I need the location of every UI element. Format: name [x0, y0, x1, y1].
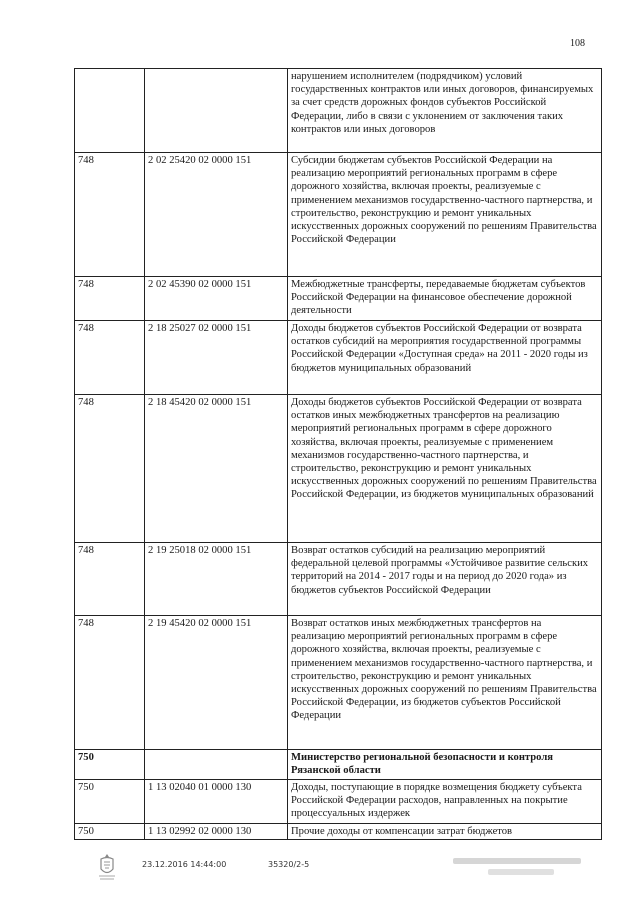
admin-code-cell: 750 [75, 780, 145, 824]
admin-code-cell [75, 69, 145, 153]
admin-code-cell: 750 [75, 824, 145, 840]
income-name-cell: Доходы, поступающие в порядке возмещения бюджету субъекта Российской Федерации расходов, направленных на покрытие процессуальных издержек [288, 780, 602, 824]
budget-code-cell [145, 69, 288, 153]
ministry-name-cell: Министерство региональной безопасности и контроля Рязанской области [288, 750, 602, 780]
budget-classification-table [74, 68, 602, 840]
table-row [75, 69, 602, 153]
income-name-cell: Доходы бюджетов субъектов Российской Федерации от возврата остатков субсидий на мероприятия государственной программы Российской Федерации «Доступная среда» на 2011 - 2020 годы из бюджетов муниципальных образований [288, 321, 602, 395]
table-row [75, 543, 602, 616]
table-row [75, 780, 602, 824]
coat-of-arms-icon [96, 852, 118, 882]
table-row [75, 277, 602, 321]
budget-code-cell: 2 18 25027 02 0000 151 [145, 321, 288, 395]
admin-code-cell: 748 [75, 395, 145, 543]
income-name-cell: Доходы бюджетов субъектов Российской Федерации от возврата остатков иных межбюджетных трансфертов на реализацию мероприятий региональных программ в сфере дорожного хозяйства, включая проекты, реализуемые с применением механизмов государственно-частного партнерства, и строительство, реконструкцию и ремонт уникальных искусственных дорожных сооружений по решениям Правительства Российской Федерации, из бюджетов муниципальных образований [288, 395, 602, 543]
table-row [75, 321, 602, 395]
income-name-cell: нарушением исполнителем (подрядчиком) условий государственных контрактов или иных договоров, финансируемых за счет средств дорожных фондов субъектов Российской Федерации, либо в связи с уклонением от заключения таких контрактов или иных договоров [288, 69, 602, 153]
admin-code-cell: 748 [75, 543, 145, 616]
budget-code-cell: 1 13 02040 01 0000 130 [145, 780, 288, 824]
income-name-cell: Возврат остатков иных межбюджетных трансфертов на реализацию мероприятий региональных программ в сфере дорожного хозяйства, включая проекты, реализуемые с применением механизмов государственно-частного партнерства, и строительство, реконструкцию и ремонт уникальных искусственных дорожных сооружений по решениям Правительства Российской Федерации, из бюджетов субъектов Российской Федерации [288, 616, 602, 750]
faint-stamp-icon [452, 855, 582, 879]
budget-code-cell: 2 18 45420 02 0000 151 [145, 395, 288, 543]
ministry-header-row [75, 750, 602, 780]
admin-code-cell: 748 [75, 277, 145, 321]
income-name-cell: Возврат остатков субсидий на реализацию мероприятий федеральной целевой программы «Устойчивое развитие сельских территорий на 2014 - 2017 годы и на период до 2020 года» из бюджетов субъектов Российской Федерации [288, 543, 602, 616]
budget-code-cell: 2 19 25018 02 0000 151 [145, 543, 288, 616]
budget-code-cell [145, 750, 288, 780]
table-row [75, 153, 602, 277]
admin-code-cell: 750 [75, 750, 145, 780]
table-row [75, 616, 602, 750]
table-row [75, 824, 602, 840]
table-row [75, 395, 602, 543]
income-name-cell: Межбюджетные трансферты, передаваемые бюджетам субъектов Российской Федерации на финансовое обеспечение дорожной деятельности [288, 277, 602, 321]
admin-code-cell: 748 [75, 321, 145, 395]
budget-code-cell: 1 13 02992 02 0000 130 [145, 824, 288, 840]
footer-document-id: 35320/2-5 [268, 860, 310, 869]
footer-datetime: 23.12.2016 14:44:00 [142, 860, 227, 869]
budget-code-cell: 2 19 45420 02 0000 151 [145, 616, 288, 750]
page-number: 108 [570, 38, 585, 49]
budget-code-cell: 2 02 45390 02 0000 151 [145, 277, 288, 321]
income-name-cell: Субсидии бюджетам субъектов Российской Федерации на реализацию мероприятий региональных программ в сфере дорожного хозяйства, включая проекты, реализуемые с применением механизмов государственно-частного партнерства, и строительство, реконструкцию и ремонт уникальных искусственных дорожных сооружений по решениям Правительства Российской Федерации [288, 153, 602, 277]
admin-code-cell: 748 [75, 616, 145, 750]
admin-code-cell: 748 [75, 153, 145, 277]
budget-code-cell: 2 02 25420 02 0000 151 [145, 153, 288, 277]
income-name-cell: Прочие доходы от компенсации затрат бюджетов [288, 824, 602, 840]
